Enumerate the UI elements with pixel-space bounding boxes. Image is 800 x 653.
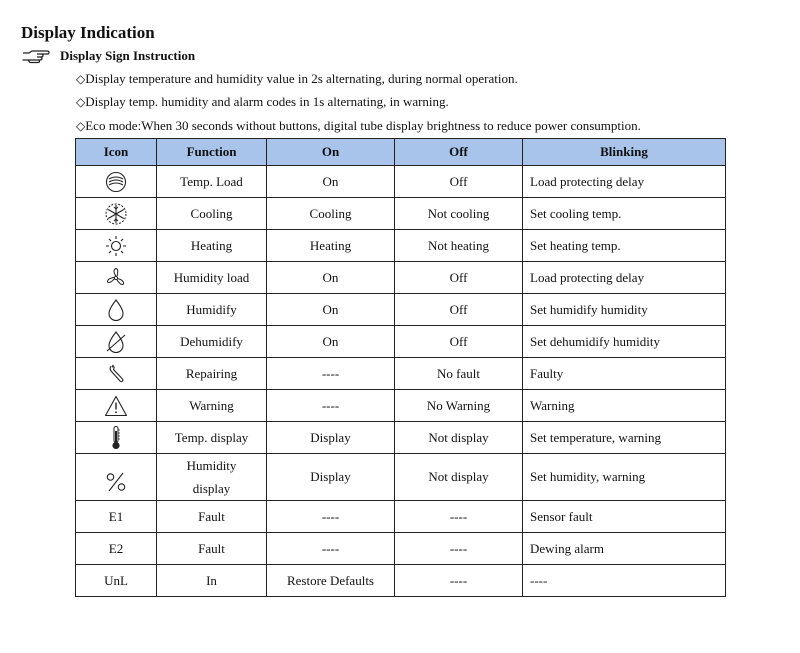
function-cell: Temp. display: [157, 422, 267, 454]
function-cell: Repairing: [157, 358, 267, 390]
off-cell: No Warning: [395, 390, 523, 422]
off-cell: Not display: [395, 454, 523, 501]
off-cell: No fault: [395, 358, 523, 390]
on-cell: On: [267, 166, 395, 198]
on-cell: ----: [267, 501, 395, 533]
percent-icon: [104, 470, 128, 494]
table-row: [76, 454, 726, 501]
function-cell: Heating: [157, 230, 267, 262]
icon-cell: [76, 422, 157, 454]
diamond-bullet-icon: ◇: [76, 95, 86, 109]
table-row: [76, 166, 726, 198]
diamond-bullet-icon: ◇: [76, 72, 86, 86]
icon-cell: [76, 326, 157, 358]
icon-code-cell: E1: [76, 501, 157, 533]
function-cell: Cooling: [157, 198, 267, 230]
off-cell: Off: [395, 294, 523, 326]
on-cell: Cooling: [267, 198, 395, 230]
note-warning: [76, 93, 449, 111]
icon-cell: [76, 230, 157, 262]
off-cell: ----: [395, 533, 523, 565]
wrench-icon: [106, 363, 126, 385]
section-title: Display Sign Instruction: [60, 48, 196, 63]
on-cell: ----: [267, 358, 395, 390]
droplet-crossed-icon: [104, 330, 128, 354]
function-cell: Fault: [157, 501, 267, 533]
diamond-bullet-icon: ◇: [76, 119, 86, 133]
table-row: [76, 533, 726, 565]
blinking-cell: Load protecting delay: [523, 166, 726, 198]
function-cell: Warning: [157, 390, 267, 422]
table-row: [76, 358, 726, 390]
on-cell: Heating: [267, 230, 395, 262]
icon-cell: [76, 454, 157, 501]
function-line-1: Humidity: [186, 458, 237, 473]
droplet-icon: [105, 298, 127, 322]
header-off: Off: [395, 139, 523, 166]
snowflake-icon: [104, 202, 128, 226]
section-heading: [22, 46, 195, 66]
page-title: Display Indication: [21, 23, 155, 42]
blinking-cell: Set humidity, warning: [523, 454, 726, 501]
function-cell: In: [157, 565, 267, 597]
fan-icon: [104, 266, 128, 290]
on-cell: On: [267, 294, 395, 326]
table-row: [76, 501, 726, 533]
icon-cell: [76, 390, 157, 422]
header-blinking: Blinking: [523, 139, 726, 166]
sun-icon: [105, 235, 127, 257]
table-row: [76, 565, 726, 597]
function-cell: Dehumidify: [157, 326, 267, 358]
table-row: [76, 422, 726, 454]
table-row: [76, 326, 726, 358]
pointing-hand-icon: [22, 48, 50, 64]
header-function: Function: [157, 139, 267, 166]
function-cell: Humidity load: [157, 262, 267, 294]
icon-code-cell: UnL: [76, 565, 157, 597]
icon-cell: [76, 198, 157, 230]
on-cell: Restore Defaults: [267, 565, 395, 597]
icon-cell: [76, 166, 157, 198]
table-row: [76, 294, 726, 326]
warning-icon: [104, 395, 128, 417]
function-line-2: display: [192, 481, 231, 496]
blinking-cell: Sensor fault: [523, 501, 726, 533]
off-cell: Off: [395, 262, 523, 294]
off-cell: Off: [395, 326, 523, 358]
on-cell: Display: [267, 454, 395, 501]
table-row: [76, 262, 726, 294]
icon-cell: [76, 294, 157, 326]
table-row: [76, 390, 726, 422]
note-eco: [76, 117, 641, 135]
function-cell: Temp. Load: [157, 166, 267, 198]
table-row: [76, 198, 726, 230]
function-cell: Fault: [157, 533, 267, 565]
on-cell: ----: [267, 533, 395, 565]
off-cell: Not display: [395, 422, 523, 454]
header-on: On: [267, 139, 395, 166]
on-cell: On: [267, 326, 395, 358]
off-cell: ----: [395, 565, 523, 597]
on-cell: Display: [267, 422, 395, 454]
table-header-row: [76, 139, 726, 166]
blinking-cell: ----: [523, 565, 726, 597]
off-cell: Off: [395, 166, 523, 198]
blinking-cell: Set cooling temp.: [523, 198, 726, 230]
thermometer-icon: [109, 425, 123, 451]
note-warning-text: Display temp. humidity and alarm codes in 1s alternating, in warning.: [85, 94, 449, 109]
off-cell: Not cooling: [395, 198, 523, 230]
off-cell: ----: [395, 501, 523, 533]
blinking-cell: Warning: [523, 390, 726, 422]
blinking-cell: Set dehumidify humidity: [523, 326, 726, 358]
display-sign-table: [75, 138, 726, 597]
blinking-cell: Set heating temp.: [523, 230, 726, 262]
blinking-cell: Set temperature, warning: [523, 422, 726, 454]
blinking-cell: Set humidify humidity: [523, 294, 726, 326]
icon-code-cell: E2: [76, 533, 157, 565]
icon-cell: [76, 358, 157, 390]
function-cell: Humidify: [157, 294, 267, 326]
header-icon: Icon: [76, 139, 157, 166]
icon-cell: [76, 262, 157, 294]
off-cell: Not heating: [395, 230, 523, 262]
note-eco-text: Eco mode:When 30 seconds without buttons, digital tube display brightness to reduce power consumption.: [85, 118, 641, 133]
table-row: [76, 230, 726, 262]
blinking-cell: Load protecting delay: [523, 262, 726, 294]
compressor-icon: [104, 170, 128, 194]
blinking-cell: Dewing alarm: [523, 533, 726, 565]
note-normal: [76, 70, 518, 88]
on-cell: On: [267, 262, 395, 294]
on-cell: ----: [267, 390, 395, 422]
function-cell: [157, 454, 267, 501]
blinking-cell: Faulty: [523, 358, 726, 390]
note-normal-text: Display temperature and humidity value in 2s alternating, during normal operation.: [85, 71, 518, 86]
